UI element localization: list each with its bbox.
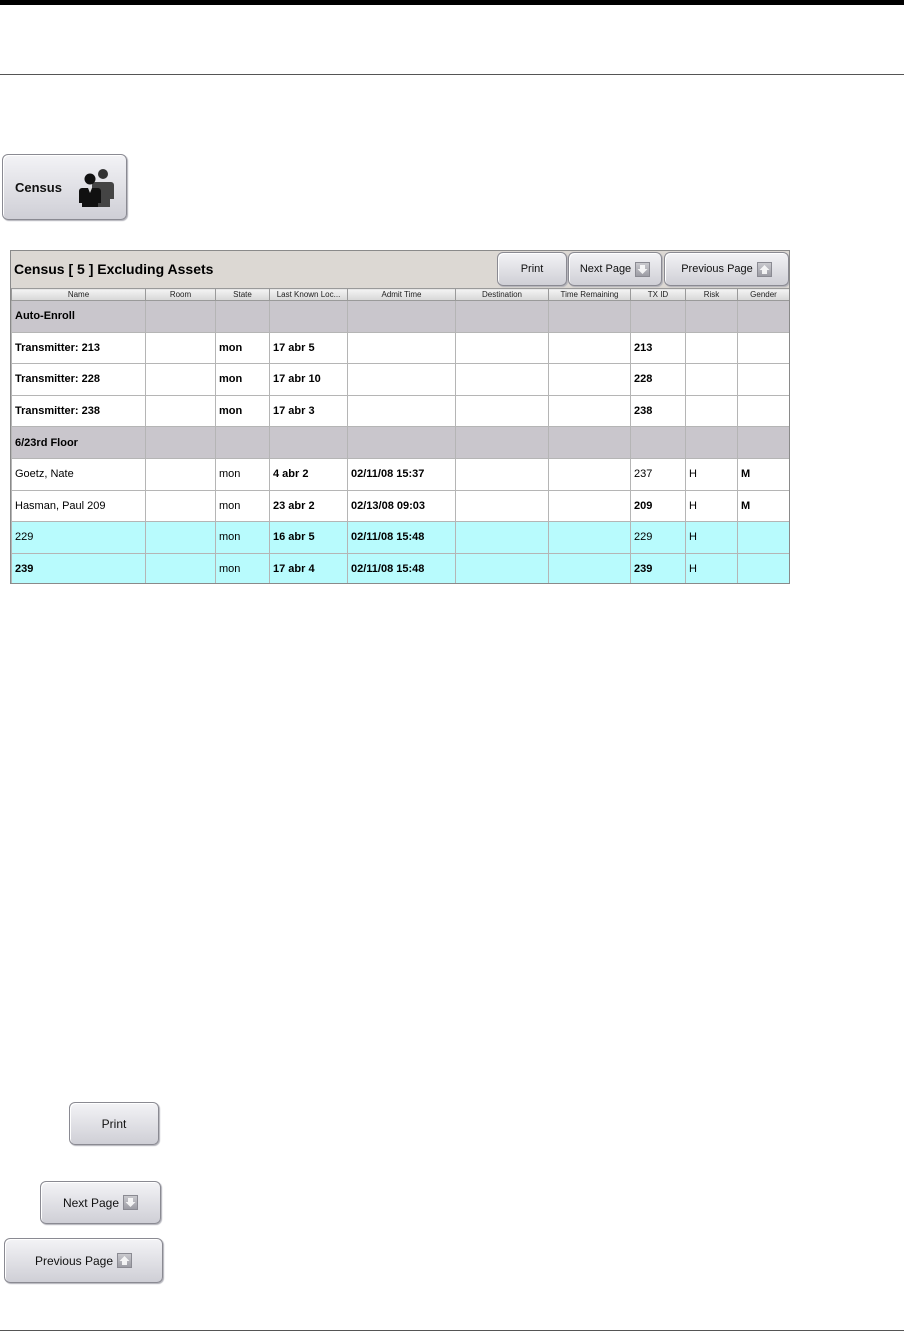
cell-room (146, 395, 216, 427)
cell-location: 4 abr 2 (270, 458, 348, 490)
cell-location: 17 abr 4 (270, 553, 348, 584)
cell-gender (738, 395, 790, 427)
cell-name: Transmitter: 228 (12, 364, 146, 396)
cell-admit-time: 02/11/08 15:37 (348, 458, 456, 490)
panel-title: Census [ 5 ] Excluding Assets (14, 261, 214, 277)
group-row-auto-enroll[interactable] (12, 301, 790, 333)
cell-state: mon (216, 332, 270, 364)
cell-gender (738, 553, 790, 584)
table-header-row (12, 289, 790, 301)
panel-title-bar (11, 251, 789, 288)
cell-tx-id: 228 (631, 364, 686, 396)
table-row[interactable] (12, 395, 790, 427)
next-page-label: Next Page (62, 1195, 120, 1210)
cell-admit-time (348, 395, 456, 427)
cell-location: 23 abr 2 (270, 490, 348, 522)
census-table (11, 288, 790, 584)
table-row-highlighted[interactable] (12, 522, 790, 554)
cell-state: mon (216, 553, 270, 584)
cell-time-remaining (549, 395, 631, 427)
cell-room (146, 458, 216, 490)
group-label: Auto-Enroll (12, 301, 146, 333)
cell-destination (456, 364, 549, 396)
print-button[interactable] (69, 1102, 159, 1145)
cell-destination (456, 458, 549, 490)
arrow-down-icon (123, 1195, 138, 1210)
column-header-tx-id[interactable]: TX ID (631, 289, 686, 301)
toolbar-previous-page-label: Previous Page (681, 263, 753, 275)
cell-room (146, 553, 216, 584)
arrow-up-icon (757, 262, 772, 277)
table-row[interactable] (12, 332, 790, 364)
toolbar-print-button[interactable] (497, 252, 567, 286)
table-row[interactable] (12, 490, 790, 522)
cell-time-remaining (549, 364, 631, 396)
cell-state: mon (216, 395, 270, 427)
cell-risk: H (686, 458, 738, 490)
cell-risk: H (686, 490, 738, 522)
cell-tx-id: 229 (631, 522, 686, 554)
top-rule (0, 0, 904, 5)
cell-room (146, 522, 216, 554)
arrow-up-icon (117, 1253, 132, 1268)
header-rule (0, 74, 904, 75)
cell-time-remaining (549, 490, 631, 522)
cell-location: 17 abr 5 (270, 332, 348, 364)
cell-destination (456, 395, 549, 427)
cell-name: 229 (12, 522, 146, 554)
cell-location: 16 abr 5 (270, 522, 348, 554)
cell-destination (456, 332, 549, 364)
previous-page-button[interactable] (4, 1238, 163, 1283)
column-header-destination[interactable]: Destination (456, 289, 549, 301)
column-header-name[interactable]: Name (12, 289, 146, 301)
people-icon (79, 167, 115, 207)
table-row-highlighted[interactable] (12, 553, 790, 584)
cell-tx-id: 239 (631, 553, 686, 584)
cell-risk (686, 364, 738, 396)
cell-risk: H (686, 522, 738, 554)
footer-rule (0, 1330, 904, 1331)
cell-admit-time (348, 364, 456, 396)
table-row[interactable] (12, 458, 790, 490)
cell-room (146, 490, 216, 522)
cell-admit-time: 02/11/08 15:48 (348, 553, 456, 584)
cell-time-remaining (549, 553, 631, 584)
column-header-risk[interactable]: Risk (686, 289, 738, 301)
column-header-room[interactable]: Room (146, 289, 216, 301)
cell-tx-id: 238 (631, 395, 686, 427)
cell-gender (738, 522, 790, 554)
cell-name: 239 (12, 553, 146, 584)
cell-name: Goetz, Nate (12, 458, 146, 490)
column-header-state[interactable]: State (216, 289, 270, 301)
cell-destination (456, 490, 549, 522)
cell-gender: M (738, 490, 790, 522)
cell-admit-time (348, 332, 456, 364)
previous-page-label: Previous Page (34, 1253, 114, 1268)
cell-admit-time: 02/13/08 09:03 (348, 490, 456, 522)
cell-state: mon (216, 490, 270, 522)
toolbar-previous-page-button[interactable] (664, 252, 789, 286)
cell-destination (456, 522, 549, 554)
group-label: 6/23rd Floor (12, 427, 146, 459)
cell-location: 17 abr 3 (270, 395, 348, 427)
census-button-label: Census (15, 179, 62, 195)
cell-location: 17 abr 10 (270, 364, 348, 396)
cell-room (146, 364, 216, 396)
cell-tx-id: 213 (631, 332, 686, 364)
cell-tx-id: 209 (631, 490, 686, 522)
toolbar-print-label: Print (520, 263, 544, 275)
cell-time-remaining (549, 332, 631, 364)
arrow-down-icon (635, 262, 650, 277)
cell-state: mon (216, 458, 270, 490)
cell-name: Hasman, Paul 209 (12, 490, 146, 522)
cell-state: mon (216, 364, 270, 396)
toolbar-next-page-button[interactable] (568, 252, 662, 286)
cell-gender: M (738, 458, 790, 490)
cell-state: mon (216, 522, 270, 554)
cell-admit-time: 02/11/08 15:48 (348, 522, 456, 554)
cell-name: Transmitter: 213 (12, 332, 146, 364)
cell-risk (686, 395, 738, 427)
cell-room (146, 332, 216, 364)
cell-name: Transmitter: 238 (12, 395, 146, 427)
column-header-last-known-location[interactable]: Last Known Loc... (270, 289, 348, 301)
table-row[interactable] (12, 364, 790, 396)
column-header-admit-time[interactable]: Admit Time (348, 289, 456, 301)
cell-risk (686, 332, 738, 364)
group-row-floor[interactable] (12, 427, 790, 459)
column-header-gender[interactable]: Gender (738, 289, 790, 301)
next-page-button[interactable] (40, 1181, 161, 1224)
toolbar-next-page-label: Next Page (579, 263, 632, 275)
cell-tx-id: 237 (631, 458, 686, 490)
cell-destination (456, 553, 549, 584)
column-header-time-remaining[interactable]: Time Remaining (549, 289, 631, 301)
census-button[interactable] (2, 154, 127, 220)
cell-time-remaining (549, 522, 631, 554)
cell-time-remaining (549, 458, 631, 490)
cell-risk: H (686, 553, 738, 584)
cell-gender (738, 332, 790, 364)
cell-gender (738, 364, 790, 396)
census-panel (10, 250, 790, 584)
print-label: Print (101, 1116, 127, 1131)
